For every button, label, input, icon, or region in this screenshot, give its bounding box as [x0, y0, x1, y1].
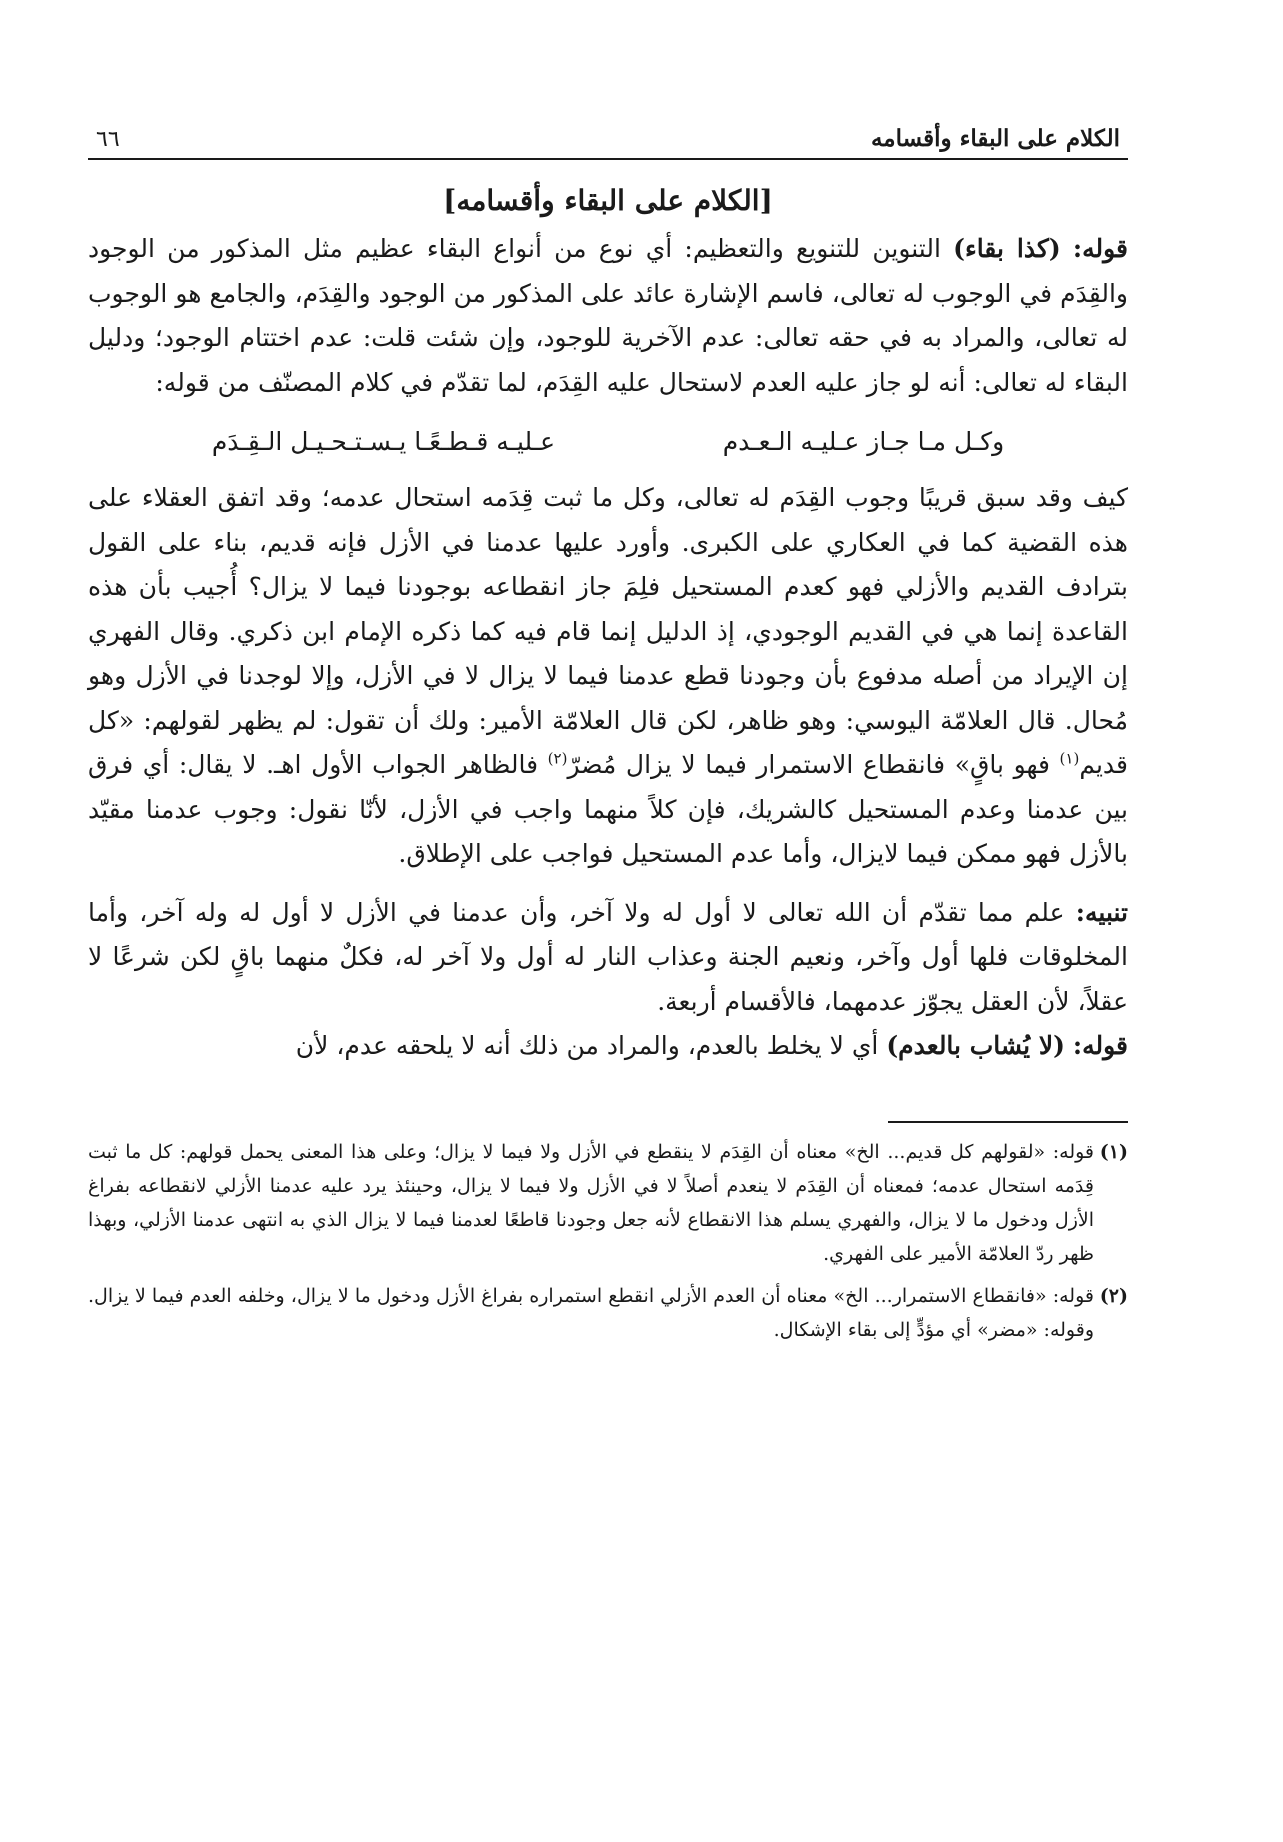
paragraph-text: كيف وقد سبق قريبًا وجوب القِدَم له تعالى، وكل ما ثبت قِدَمه استحال عدمه؛ وقد اتفق العقلاء على هذه القضية كما في العكاري على الكبرى. وأورد عليها عدمنا في الأزل فإنه قديم، بناء على القول بترادف القديم والأزلي فهو كعدم المستحيل فلِمَ جاز انقطاعه بوجودنا فيما لا يزال؟ أُجيب بأن هذه القاعدة إنما هي في القديم الوجودي، إذ الدليل إنما قام فيه كما ذكره الإمام ابن ذكري. وقال الفهري إن الإيراد من أصله مدفوع بأن وجودنا قطع عدمنا فيما لا يزال لا في الأزل، وإلا لوجدنا في الأزل وهو مُحال. قال العلامّة اليوسي: وهو ظاهر، لكن قال العلامّة الأمير: ولك أن تقول: لم يظهر لقولهم: «كل قديم — [88, 483, 1128, 779]
footnote-marker-1[interactable]: (١) — [1059, 749, 1080, 768]
verse-line — [128, 427, 1088, 456]
paragraph-text: فهو باقٍ» فانقطاع الاستمرار فيما لا يزال مُضرّ — [567, 750, 1050, 779]
footnote-divider — [888, 1121, 1128, 1123]
page-number: ٦٦ — [96, 127, 120, 152]
paragraph-lead: قوله: — [1072, 1031, 1128, 1060]
footnote-number: (٢) — [1099, 1284, 1128, 1307]
footnote-text: قوله: «فانقطاع الاستمرار... الخ» معناه أن العدم الأزلي انقطع استمراره بفراغ الأزل ودخول ما لا يزال، وخلفه العدم فيما لا يزال. وقوله: «مضر» أي مؤدٍّ إلى بقاء الإشكال. — [88, 1284, 1094, 1341]
footnote-1 — [88, 1135, 1128, 1271]
quoted-matn: (كذا بقاء) — [953, 234, 1061, 263]
footnote-2 — [88, 1279, 1128, 1347]
paragraph-qidam-argument — [88, 476, 1128, 877]
book-page — [88, 110, 1128, 1355]
paragraph-text: علم مما تقدّم أن الله تعالى لا أول له ولا آخر، وأن عدمنا في الأزل لا أول له وله آخر، وأما المخلوقات فلها أول وآخر، ونعيم الجنة وعذاب النار له أول ولا آخر له، فكلٌ منهما باقٍ لكن شرعًا لا عقلاً، لأن العقل يجوّز عدمهما، فالأقسام أربعة. — [88, 897, 1128, 1016]
footnotes — [88, 1135, 1128, 1347]
quoted-matn: (لا يُشاب بالعدم) — [886, 1031, 1065, 1060]
paragraph-text: أي لا يخلط بالعدم، والمراد من ذلك أنه لا يلحقه عدم، لأن — [295, 1031, 879, 1060]
running-title: الكلام على البقاء وأقسامه — [870, 125, 1120, 152]
footnote-marker-2[interactable]: (٢) — [547, 749, 568, 768]
paragraph-lead: تنبيه: — [1075, 897, 1128, 927]
paragraph-lead: قوله: — [1072, 234, 1128, 263]
paragraph-text: فالظاهر الجواب الأول اهـ. لا يقال: أي فرق بين عدمنا وعدم المستحيل كالشريك، فإن كلاً منهما واجب في الأزل، لأنّا نقول: وجوب عدمنا مقيّد بالأزل فهو ممكن فيما لايزال، وأما عدم المستحيل فواجب على الإطلاق. — [88, 750, 1128, 868]
paragraph-baqa-intro — [88, 227, 1128, 405]
verse-hemistich-second: عـليـه قـطـعًـا يـسـتـحـيـل الـقِـدَم — [211, 427, 556, 456]
verse-hemistich-first: وكـل مـا جـاز عـليـه الـعـدم — [722, 427, 1005, 456]
paragraph-text: التنوين للتنويع والتعظيم: أي نوع من أنواع البقاء عظيم مثل المذكور من الوجود والقِدَم في الوجوب له تعالى، فاسم الإشارة عائد على المذكور من الوجود والقِدَم، والجامع هو الوجوب له تعالى، والمراد به في حقه تعالى: عدم الآخرية للوجود، وإن شئت قلت: عدم اختتام الوجود؛ ودليل البقاء له تعالى: أنه لو جاز عليه العدم لاستحال عليه القِدَم، لما تقدّم في كلام المصنّف من قوله: — [88, 234, 1128, 397]
running-header — [88, 110, 1128, 160]
paragraph-tanbih — [88, 891, 1128, 1069]
footnote-text: قوله: «لقولهم كل قديم... الخ» معناه أن القِدَم لا ينقطع في الأزل ولا فيما لا يزال؛ وعلى هذا المعنى يحمل قولهم: كل ما ثبت قِدَمه استحال عدمه؛ فمعناه أن القِدَم لا ينعدم أصلاً لا في الأزل ولا فيما لا يزال، وحينئذ يرد عليه عدمنا الأزلي لانقطاعه بفراغ الأزل ودخول ما لا يزال، والفهري يسلم هذا الانقطاع لأنه جعل وجودنا قاطعًا لعدمنا فيما لا يزال الذي به انتهى عدمنا الأزلي، وبهذا ظهر ردّ العلامّة الأمير على الفهري. — [88, 1140, 1094, 1265]
footnote-number: (١) — [1099, 1140, 1128, 1163]
section-title: [الكلام على البقاء وأقسامه] — [443, 184, 773, 217]
